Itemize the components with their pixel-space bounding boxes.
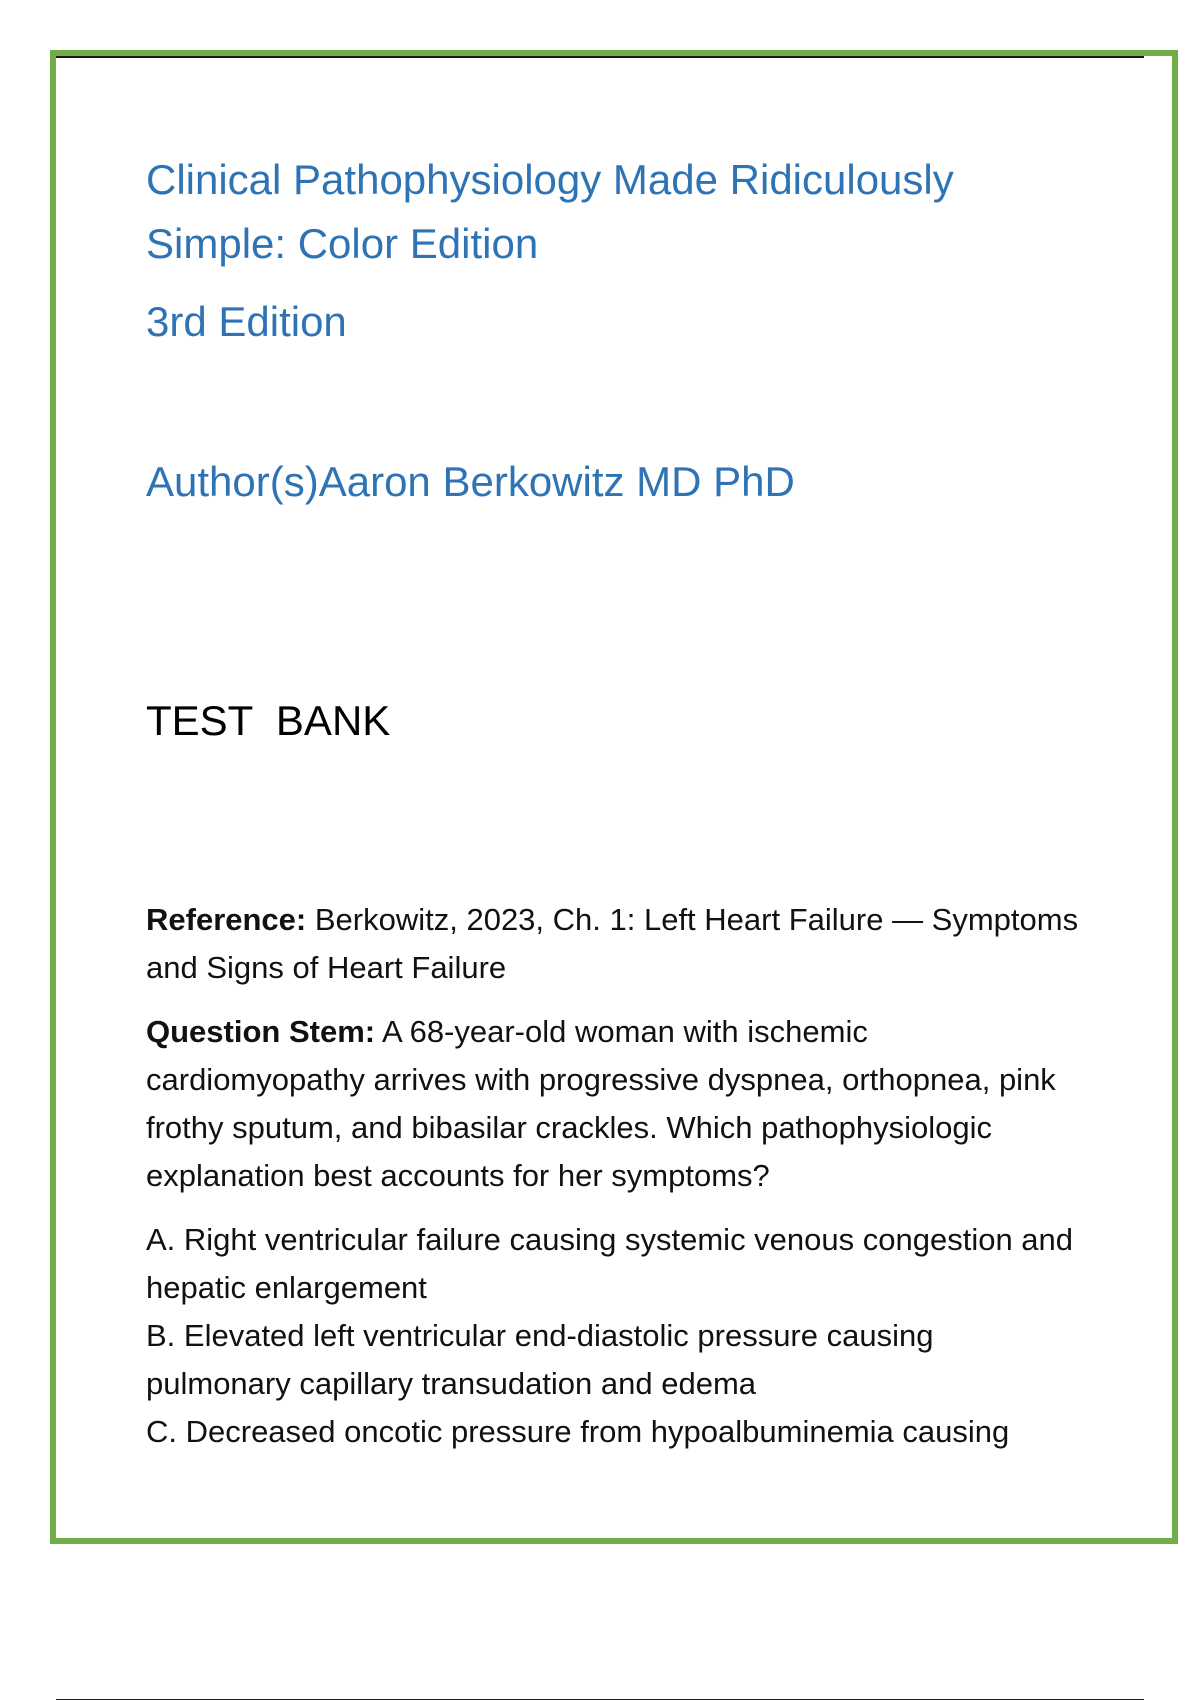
book-edition: 3rd Edition bbox=[146, 298, 347, 345]
book-title: Clinical Pathophysiology Made Ridiculously Simple: Color Edition bbox=[146, 156, 954, 267]
answer-options bbox=[146, 1216, 1086, 1456]
reference-paragraph bbox=[146, 896, 1086, 992]
section-heading: TEST BANK bbox=[146, 697, 391, 744]
book-author: Author(s)Aaron Berkowitz MD PhD bbox=[146, 458, 795, 505]
question-stem-text: A 68-year-old woman with ischemic cardiomyopathy arrives with progressive dyspnea, orthopnea, pink frothy sputum, and bibasilar crackles. Which pathophysiologic explanation best accounts for her symptoms? bbox=[146, 1014, 1056, 1193]
top-rule bbox=[56, 56, 1144, 58]
answer-option-b: B. Elevated left ventricular end-diastolic pressure causing pulmonary capillary transudation and edema bbox=[146, 1318, 934, 1401]
question-stem-label: Question Stem: bbox=[146, 1014, 376, 1049]
reference-label: Reference: bbox=[146, 902, 307, 937]
answer-option-a: A. Right ventricular failure causing systemic venous congestion and hepatic enlargement bbox=[146, 1222, 1074, 1305]
question-stem-paragraph bbox=[146, 1008, 1086, 1200]
answer-option-c: C. Decreased oncotic pressure from hypoalbuminemia causing bbox=[146, 1414, 1010, 1449]
reference-text: Berkowitz, 2023, Ch. 1: Left Heart Failure — Symptoms and Signs of Heart Failure bbox=[146, 902, 1079, 985]
